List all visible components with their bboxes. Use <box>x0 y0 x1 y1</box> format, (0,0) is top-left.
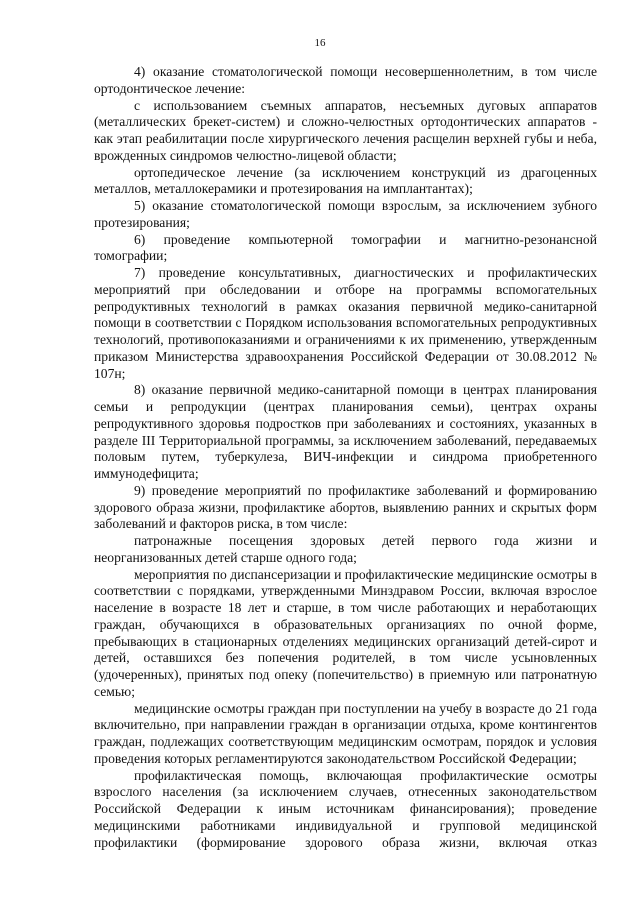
page-number: 16 <box>314 37 326 49</box>
paragraph: 9) проведение мероприятий по профилактике заболеваний и формированию здорового образа жизни, профилактике абортов, выявлению ранних и скрытых форм заболеваний и факторов риска, в том числе: <box>94 482 597 532</box>
paragraph: с использованием съемных аппаратов, несъемных дуговых аппаратов (металлических брекет-систем) и сложно-челюстных ортодонтических аппаратов - как этап реабилитации после хирургического лечения расщелин верхней губы и неба, врожденных синдромов челюстно-лицевой области; <box>94 97 597 163</box>
paragraph: профилактическая помощь, включающая профилактические осмотры взрослого населения (за исключением случаев, отнесенных законодательством Российской Федерации к иным источникам финансирования); проведение медицинскими работниками индивидуальной и групповой медицинской профилактики (формирование здорового образа жизни, включая отказ <box>94 767 597 850</box>
paragraph: 7) проведение консультативных, диагностических и профилактических мероприятий при обследовании и отборе на программы вспомогательных репродуктивных технологий в рамках оказания первичной медико-санитарной помощи в соответствии с Порядком использования вспомогательных репродуктивных технологий, противопоказаниями и ограничениями к их применению, утвержденным приказом Министерства здравоохранения Российской Федерации от 30.08.2012 № 107н; <box>94 265 597 381</box>
paragraph: ортопедическое лечение (за исключением конструкций из драгоценных металлов, металлокерамики и протезирования на имплантантах); <box>94 164 597 197</box>
paragraph: 4) оказание стоматологической помощи несовершеннолетним, в том числе ортодонтическое лечение: <box>94 64 597 96</box>
paragraph: 6) проведение компьютерной томографии и магнитно-резонансной томографии; <box>94 231 597 264</box>
document-body <box>94 64 597 851</box>
paragraph: 5) оказание стоматологической помощи взрослым, за исключением зубного протезирования; <box>94 198 597 230</box>
paragraph: патронажные посещения здоровых детей первого года жизни и неорганизованных детей старше одного года; <box>94 533 597 565</box>
paragraph: 8) оказание первичной медико-санитарной помощи в центрах планирования семьи и репродукции (центрах планирования семьи), центрах охраны репродуктивного здоровья подростков при заболеваниях и состояниях, указанных в разделе III Территориальной программы, за исключением заболеваний, передаваемых половым путем, туберкулеза, ВИЧ-инфекции и синдрома приобретенного иммунодефицита; <box>94 382 597 481</box>
paragraph: медицинские осмотры граждан при поступлении на учебу в возрасте до 21 года включительно, при направлении граждан в организации отдыха, кроме контингентов граждан, подлежащих соответствующим медицинским осмотрам, порядок и условия проведения которых регламентируются законодательством Российской Федерации; <box>94 700 597 766</box>
paragraph: мероприятия по диспансеризации и профилактические медицинские осмотры в соответствии с порядками, утвержденными Минздравом России, включая взрослое население в возрасте 18 лет и старше, в том числе работающих и неработающих граждан, обучающихся в образовательных организациях по очной форме, пребывающих в стационарных отделениях медицинских организаций детей-сирот и детей, оставшихся без попечения родителей, в том числе усыновленных (удочеренных), принятых под опеку (попечительство) в приемную или патронатную семью; <box>94 566 597 699</box>
